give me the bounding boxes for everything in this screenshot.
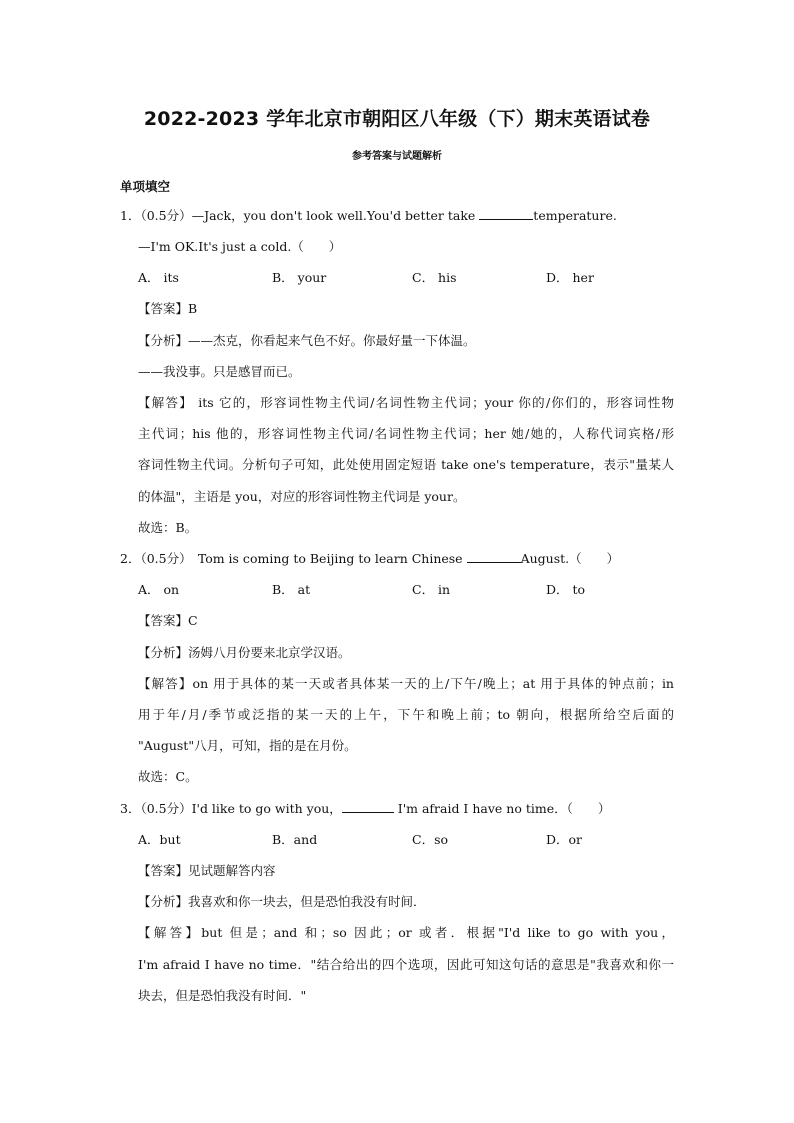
option-d: D． her [546, 270, 594, 285]
section-heading: 单项填空 [120, 179, 171, 194]
page-title: 2022-2023 学年北京市朝阳区八年级（下）期末英语试卷 [143, 108, 651, 130]
option-b: B． at [272, 582, 311, 597]
option-a: A． its [138, 270, 179, 285]
answer-line: 【答案】C [138, 613, 198, 628]
analysis-line: ——我没事。只是感冒而已。 [138, 364, 301, 379]
option-a: A． on [138, 582, 180, 597]
solution-line: 块去，但是恐怕我没有时间．" [138, 988, 307, 1003]
answer-line: 【答案】见试题解答内容 [138, 863, 276, 878]
analysis-line: 【分析】——杰克，你看起来气色不好。你最好量一下体温。 [138, 333, 476, 348]
question-1-head: 1．（0.5分）—Jack，you don't look well.You'd better take [120, 208, 476, 223]
option-b: B．and [272, 832, 318, 847]
solution-line: "August"八月，可知，指的是在月份。 [138, 738, 357, 753]
option-d: D．or [546, 832, 583, 847]
choice-line: 故选：B。 [138, 520, 198, 535]
solution-line: I'm afraid I have no time．"结合给出的四个选项，因此可知这句话的意思是"我喜欢和你一 [138, 957, 674, 972]
solution-line: 主代词；his 他的，形容词性物主代词/名词性物主代词；her 她/她的，人称代词宾格/形 [138, 426, 674, 441]
analysis-line: 【分析】我喜欢和你一块去，但是恐怕我没有时间． [138, 894, 426, 909]
answer-line: 【答案】B [138, 301, 198, 316]
solution-line: 容词性物主代词。分析句子可知，此处使用固定短语 take one's temperature，表示"量某人 [138, 457, 674, 472]
analysis-line: 【分析】汤姆八月份要来北京学汉语。 [138, 645, 351, 660]
solution-line: 【解答】on 用于具体的某一天或者具体某一天的上/下午/晚上；at 用于具体的钟点前；in [138, 676, 674, 691]
answer-blank [467, 550, 521, 563]
choice-line: 故选：C。 [138, 769, 198, 784]
solution-line: 用于年/月/季节或泛指的某一天的上午，下午和晚上前；to 朝向，根据所给空后面的 [138, 707, 674, 722]
solution-line: 【解答】but 但是；and 和；so 因此；or 或者．根据"I'd like to go with you， [138, 925, 674, 940]
question-1-tail: temperature. [533, 208, 617, 223]
question-2-stem [120, 550, 619, 568]
question-3-head: 3．（0.5分）I'd like to go with you， [120, 801, 342, 816]
answer-blank [342, 800, 394, 813]
question-1-line2: —I'm OK.It's just a cold.（ ） [138, 239, 342, 254]
option-b: B． your [272, 270, 327, 285]
page-subtitle: 参考答案与试题解析 [352, 151, 442, 162]
question-1-stem [120, 207, 617, 225]
option-a: A．but [138, 832, 181, 847]
question-3-tail: I'm afraid I have no time．（ ） [393, 801, 611, 816]
option-c: C． in [412, 582, 451, 597]
question-3-stem [120, 800, 610, 818]
question-2-head: 2．（0.5分） Tom is coming to Beijing to learn Chinese [120, 551, 463, 566]
option-c: C． his [412, 270, 457, 285]
option-c: C．so [412, 832, 449, 847]
solution-line: 【解答】 its 它的，形容词性物主代词/名词性物主代词；your 你的/你们的，形容词性物 [138, 395, 674, 410]
question-2-tail: August.（ ） [520, 551, 620, 566]
option-d: D． to [546, 582, 586, 597]
solution-line: 的体温"，主语是 you，对应的形容词性物主代词是 your。 [138, 489, 466, 504]
answer-blank [479, 207, 533, 220]
